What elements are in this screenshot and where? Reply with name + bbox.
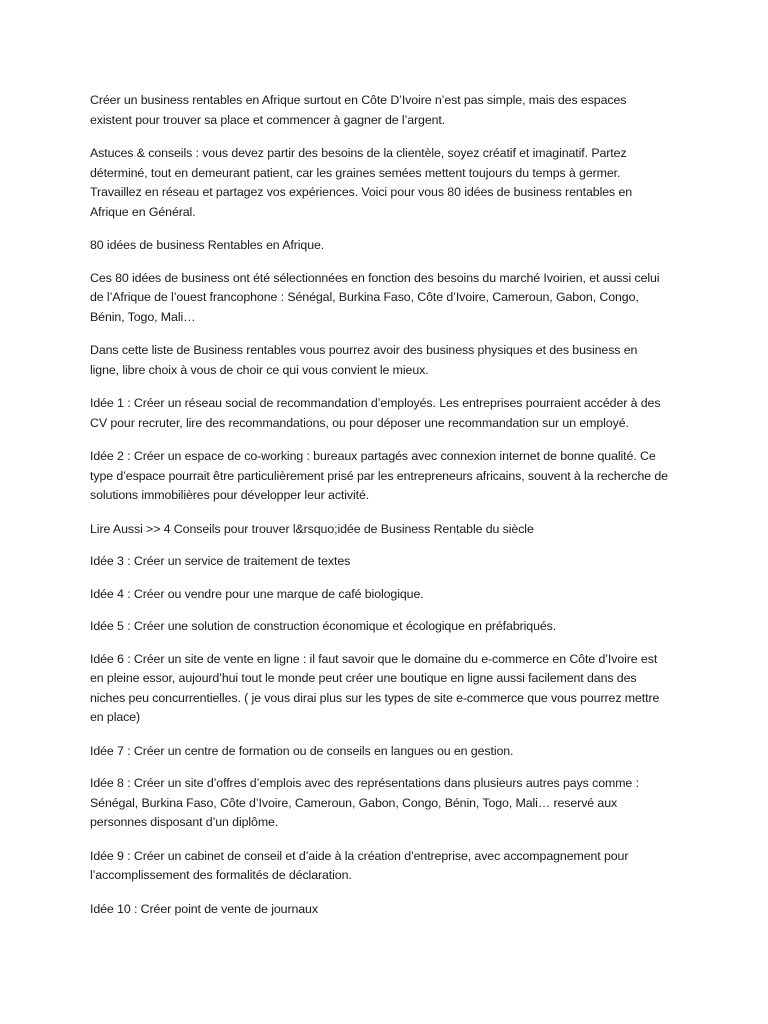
paragraph-list-intro: Dans cette liste de Business rentables vous pourrez avoir des business physiques et des business en ligne, libre choix à vous de choir ce qui vous convient le mieux. [90,343,638,377]
paragraph-idea-9: Idée 9 : Créer un cabinet de conseil et d’aide à la création d’entreprise, avec accompagnement pour l’accomplissement des formalités de déclaration. [90,848,629,882]
paragraph-idea-2: Idée 2 : Créer un espace de co-working : bureaux partagés avec connexion internet de bonne qualité. Ce type d’espace pourrait être particulièrement prisé par les entrepreneurs africains, souvent à la recherche de solutions immobilières pour développer leur activité. [90,449,668,502]
paragraph-idea-8: Idée 8 : Créer un site d’offres d’emplois avec des représentations dans plusieurs autres pays comme : Sénégal, Burkina Faso, Côte d’Ivoire, Cameroun, Gabon, Congo, Bénin, Togo, Mali… reservé aux personnes disposant d’un diplôme. [90,776,639,829]
paragraph-idea-3: Idée 3 : Créer un service de traitement de textes [90,554,351,568]
read-also-link[interactable]: Lire Aussi >> 4 Conseils pour trouver l&rsquo;idée de Business Rentable du siècle [90,521,534,536]
paragraph-heading: 80 idées de business Rentables en Afrique. [90,238,325,252]
paragraph-idea-10: Idée 10 : Créer point de vente de journaux [90,901,318,916]
paragraph-idea-1: Idée 1 : Créer un réseau social de recommandation d’employés. Les entreprises pourraient accéder à des CV pour recruter, lire des recommandations, ou pour déposer une recommandation sur un employé. [90,396,661,430]
paragraph-idea-5: Idée 5 : Créer une solution de construction économique et écologique en préfabriqués. [90,619,557,633]
paragraph-selection: Ces 80 idées de business ont été sélectionnées en fonction des besoins du marché Ivoirien, et aussi celui de l’Afrique de l’ouest francophone : Sénégal, Burkina Faso, Côte d’Ivoire, Cameroun, Gabon, Congo, Bénin, Togo, Mali… [90,270,660,324]
paragraph-tips: Astuces & conseils : vous devez partir des besoins de la clientèle, soyez créatif et imaginatif. Partez déterminé, tout en demeurant patient, car les graines semées mettent toujours du temps à germer. Travaillez en réseau et partagez vos expériences. Voici pour vous 80 idées de business rentables en Afrique en Général. [90,146,633,219]
paragraph-idea-4: Idée 4 : Créer ou vendre pour une marque de café biologique. [90,586,424,601]
paragraph-intro: Créer un business rentables en Afrique surtout en Côte D’Ivoire n’est pas simple, mais des espaces existent pour trouver sa place et commencer à gagner de l’argent. [90,93,627,127]
paragraph-idea-6: Idée 6 : Créer un site de vente en ligne : il faut savoir que le domaine du e-commerce en Côte d’Ivoire est en pleine essor, aujourd’hui tout le monde peut créer une boutique en ligne aussi facilement dans des niches peu concurrentielles. ( je vous dirai plus sur les types de site e-commerce que vous pourrez mettre en place) [90,651,660,724]
paragraph-idea-7: Idée 7 : Créer un centre de formation ou de conseils en langues ou en gestion. [90,743,514,758]
